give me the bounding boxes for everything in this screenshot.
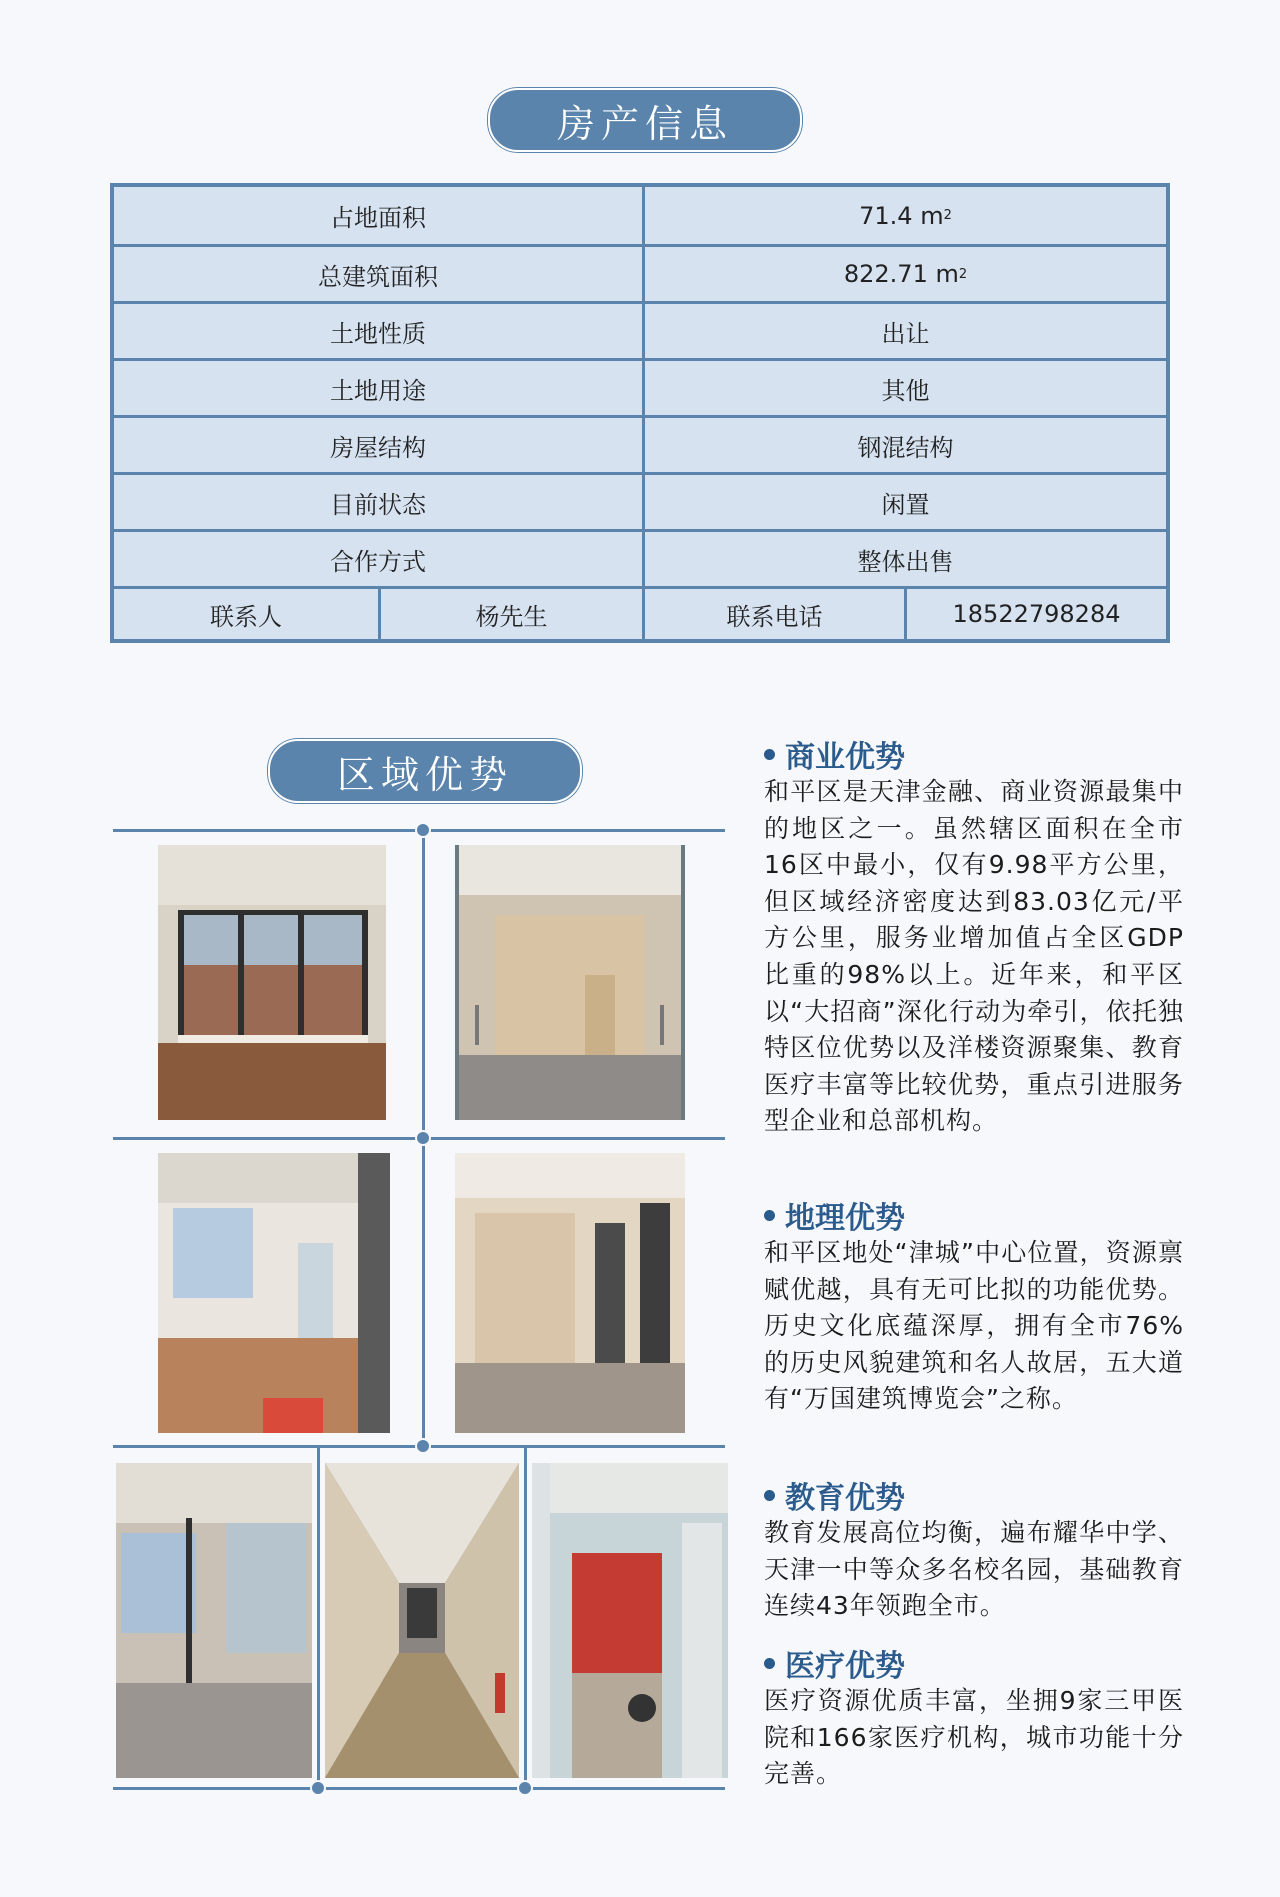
photo-hallway-beige: [455, 1153, 685, 1433]
property-info-title: 房产信息: [488, 88, 802, 152]
advantage-commercial: [764, 734, 1184, 1140]
table-row: [114, 187, 1166, 244]
row-label: 总建筑面积: [318, 262, 438, 291]
row-label: 目前状态: [330, 490, 426, 519]
node-dot: [415, 1130, 431, 1146]
node-dot: [310, 1780, 326, 1796]
section-body: 和平区是天津金融、商业资源最集中的地区之一。虽然辖区面积在全市16区中最小，仅有9.98平方公里，但区域经济密度达到83.03亿元/平方公里，服务业增加值占全区GDP比重的98%以上。近年来，和平区以“大招商”深化行动为牵引，依托独特区位优势以及洋楼资源聚集、教育医疗丰富等比较优势，重点引进服务型企业和总部机构。: [764, 777, 1184, 1136]
advantage-medical: [764, 1643, 1184, 1793]
photo-reception-area: [532, 1463, 728, 1778]
table-row: [114, 244, 1166, 301]
bullet-icon: [764, 1658, 775, 1669]
row-label: 土地用途: [330, 376, 426, 405]
row-label: 房屋结构: [330, 433, 426, 462]
photo-glass-partition: [116, 1463, 312, 1778]
contact-person: 杨先生: [378, 589, 642, 639]
divider-line: [524, 1445, 527, 1790]
advantage-education: [764, 1475, 1184, 1625]
section-body: 医疗资源优质丰富，坐拥9家三甲医院和166家医疗机构，城市功能十分完善。: [764, 1686, 1184, 1789]
row-value: 出让: [642, 304, 1166, 358]
bullet-icon: [764, 749, 775, 760]
photo-office-room: [158, 1153, 390, 1433]
row-label: 土地性质: [330, 319, 426, 348]
section-heading: 医疗优势: [764, 1643, 1184, 1683]
divider-line: [113, 1787, 725, 1790]
bullet-icon: [764, 1490, 775, 1501]
row-label: 合作方式: [330, 547, 426, 576]
table-row: [114, 415, 1166, 472]
node-dot: [415, 822, 431, 838]
contact-phone-label: 联系电话: [642, 589, 904, 639]
section-body: 和平区地处“津城”中心位置，资源禀赋优越，具有无可比拟的功能优势。历史文化底蕴深厚，拥有全市76%的历史风貌建筑和名人故居，五大道有“万国建筑博览会”之称。: [764, 1238, 1184, 1414]
table-row: [114, 529, 1166, 586]
section-body: 教育发展高位均衡，遍布耀华中学、天津一中等众多名校名园，基础教育连续43年领跑全市。: [764, 1518, 1184, 1621]
row-value: 其他: [642, 361, 1166, 415]
row-value: 整体出售: [642, 532, 1166, 586]
table-row: [114, 472, 1166, 529]
row-value: 71.4 m 2: [642, 187, 1166, 244]
advantage-geography: [764, 1195, 1184, 1418]
row-value: 闲置: [642, 475, 1166, 529]
property-info-table: [110, 183, 1170, 643]
divider-line: [317, 1445, 320, 1790]
section-heading: 地理优势: [764, 1195, 1184, 1235]
bullet-icon: [764, 1210, 775, 1221]
photo-corner-windows: [158, 845, 386, 1120]
table-row: [114, 301, 1166, 358]
section-heading: 商业优势: [764, 734, 1184, 774]
photo-glass-door-room: [455, 845, 685, 1120]
photo-long-corridor: [325, 1463, 519, 1778]
table-row: [114, 358, 1166, 415]
contact-phone[interactable]: 18522798284: [904, 589, 1166, 639]
row-value: 钢混结构: [642, 418, 1166, 472]
row-value: 822.71 m 2: [642, 247, 1166, 301]
node-dot: [517, 1780, 533, 1796]
contact-person-label: 联系人: [210, 602, 282, 631]
contact-row: [114, 586, 1166, 639]
region-advantage-title: 区域优势: [268, 739, 582, 803]
row-label: 占地面积: [330, 204, 426, 232]
node-dot: [415, 1438, 431, 1454]
section-heading: 教育优势: [764, 1475, 1184, 1515]
